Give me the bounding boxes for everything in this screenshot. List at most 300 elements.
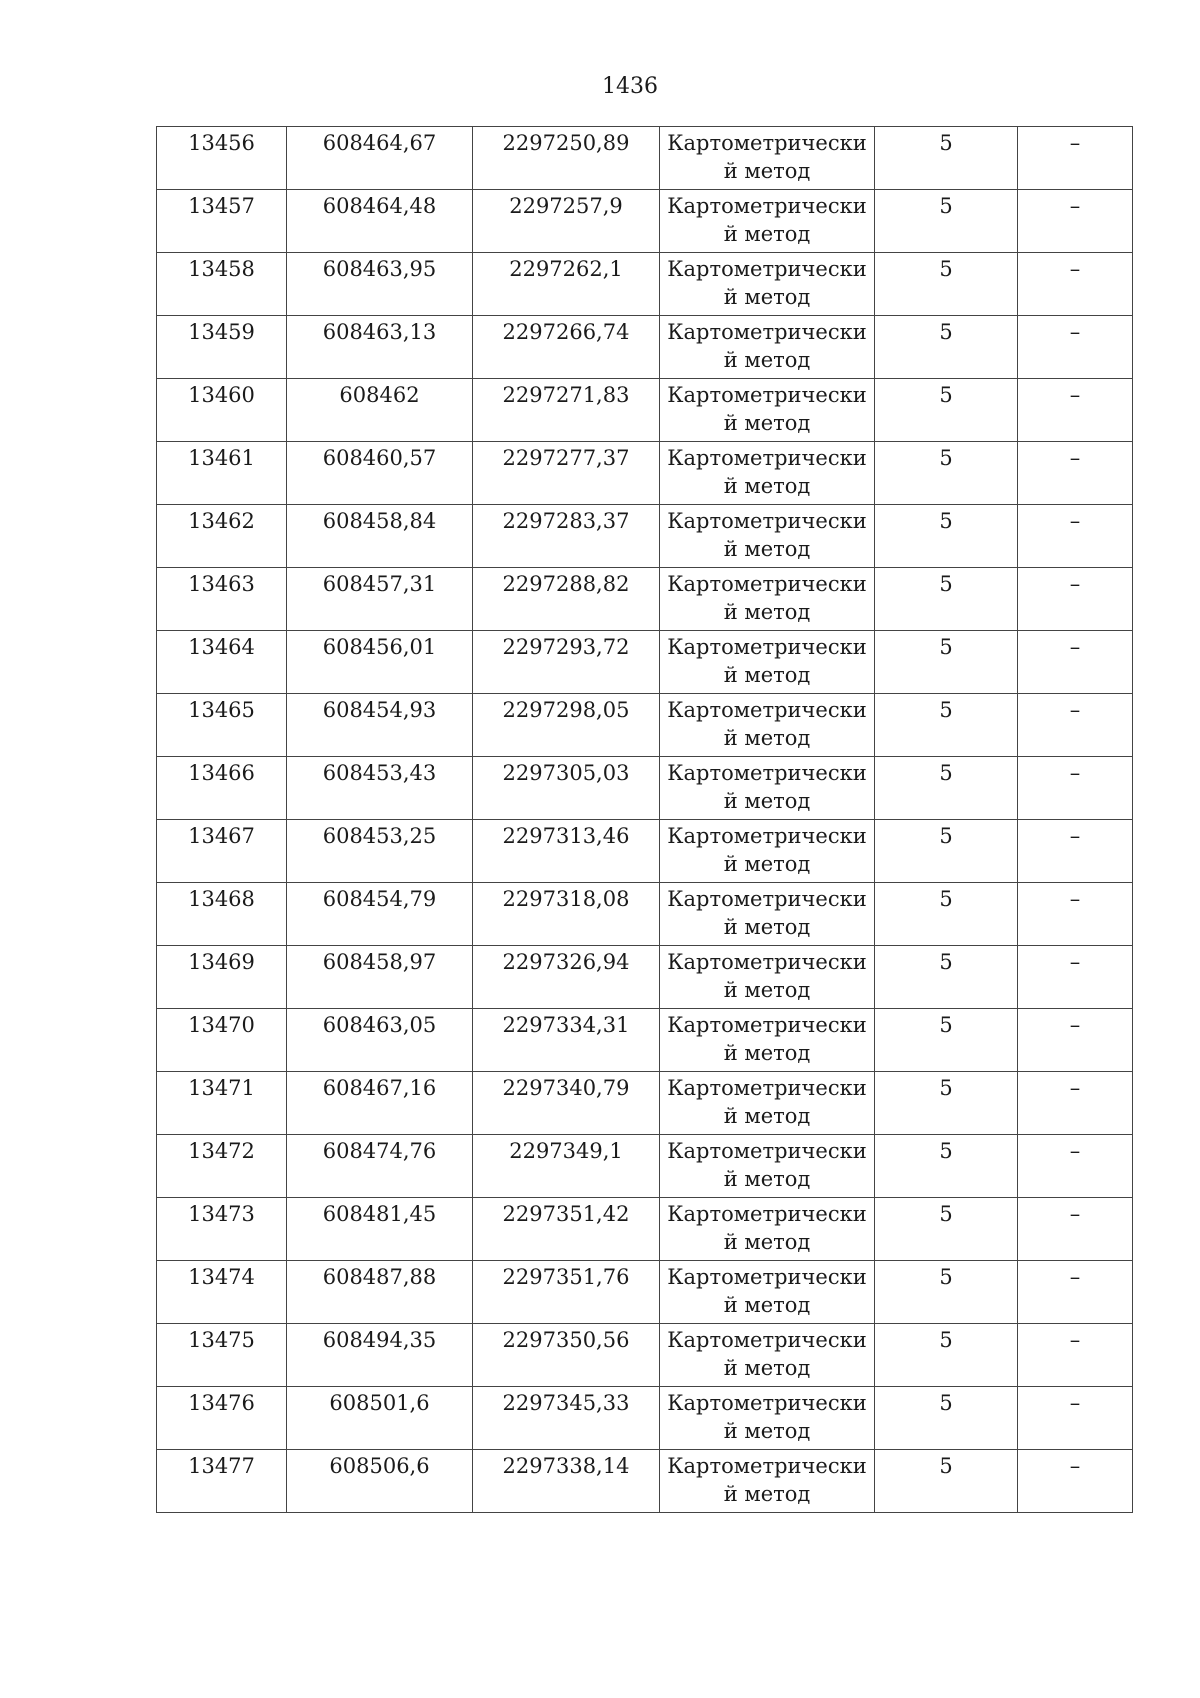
x-coordinate-cell bbox=[287, 1072, 473, 1135]
x-coordinate-text: 608460,57 bbox=[322, 446, 437, 470]
x-coordinate-text: 608506,6 bbox=[329, 1454, 430, 1478]
accuracy-cell bbox=[875, 379, 1018, 442]
x-coordinate-text: 608501,6 bbox=[329, 1391, 430, 1415]
x-coordinate-cell bbox=[287, 820, 473, 883]
y-coordinate-text: 2297305,03 bbox=[502, 761, 630, 785]
x-coordinate-text: 608454,93 bbox=[322, 698, 437, 722]
method-line-1: Картометрически bbox=[667, 1076, 867, 1100]
x-coordinate-cell bbox=[287, 1261, 473, 1324]
accuracy-cell bbox=[875, 190, 1018, 253]
x-coordinate-text: 608494,35 bbox=[322, 1328, 437, 1352]
table-row bbox=[157, 757, 1133, 820]
table-row bbox=[157, 1261, 1133, 1324]
y-coordinate-text: 2297277,37 bbox=[502, 446, 630, 470]
method-line-1: Картометрически bbox=[667, 1328, 867, 1352]
x-coordinate-text: 608464,67 bbox=[322, 131, 437, 155]
note-text: – bbox=[1069, 1076, 1081, 1100]
method-text bbox=[660, 568, 874, 626]
y-coordinate-cell bbox=[473, 1450, 660, 1513]
accuracy-text: 5 bbox=[939, 1391, 953, 1415]
method-cell bbox=[660, 694, 875, 757]
accuracy-cell bbox=[875, 757, 1018, 820]
table-row bbox=[157, 316, 1133, 379]
x-coordinate-text: 608474,76 bbox=[322, 1139, 437, 1163]
method-text bbox=[660, 316, 874, 374]
accuracy-text: 5 bbox=[939, 131, 953, 155]
note-cell bbox=[1018, 253, 1133, 316]
point-number-text: 13463 bbox=[188, 572, 255, 596]
note-text: – bbox=[1069, 1391, 1081, 1415]
accuracy-text: 5 bbox=[939, 257, 953, 281]
accuracy-text: 5 bbox=[939, 761, 953, 785]
point-number-text: 13468 bbox=[188, 887, 255, 911]
method-line-1: Картометрически bbox=[667, 761, 867, 785]
table-row bbox=[157, 883, 1133, 946]
accuracy-text: 5 bbox=[939, 194, 953, 218]
x-coordinate-cell bbox=[287, 631, 473, 694]
x-coordinate-text: 608454,79 bbox=[322, 887, 437, 911]
point-number-text: 13474 bbox=[188, 1265, 255, 1289]
accuracy-text: 5 bbox=[939, 1202, 953, 1226]
method-line-2: й метод bbox=[723, 1419, 811, 1443]
y-coordinate-text: 2297349,1 bbox=[509, 1139, 623, 1163]
method-text bbox=[660, 127, 874, 185]
table-row bbox=[157, 190, 1133, 253]
y-coordinate-text: 2297250,89 bbox=[502, 131, 630, 155]
accuracy-cell bbox=[875, 505, 1018, 568]
y-coordinate-cell bbox=[473, 568, 660, 631]
method-line-1: Картометрически bbox=[667, 1454, 867, 1478]
y-coordinate-cell bbox=[473, 379, 660, 442]
note-cell bbox=[1018, 820, 1133, 883]
x-coordinate-cell bbox=[287, 568, 473, 631]
accuracy-cell bbox=[875, 1198, 1018, 1261]
method-cell bbox=[660, 1198, 875, 1261]
note-text: – bbox=[1069, 1202, 1081, 1226]
y-coordinate-text: 2297298,05 bbox=[502, 698, 630, 722]
method-cell bbox=[660, 1324, 875, 1387]
note-cell bbox=[1018, 883, 1133, 946]
y-coordinate-cell bbox=[473, 127, 660, 190]
x-coordinate-text: 608457,31 bbox=[322, 572, 437, 596]
method-line-2: й метод bbox=[723, 348, 811, 372]
point-number-cell bbox=[157, 1072, 287, 1135]
method-line-1: Картометрически bbox=[667, 257, 867, 281]
point-number-cell bbox=[157, 883, 287, 946]
method-line-1: Картометрически bbox=[667, 1139, 867, 1163]
x-coordinate-text: 608458,84 bbox=[322, 509, 437, 533]
x-coordinate-cell bbox=[287, 1135, 473, 1198]
x-coordinate-text: 608453,25 bbox=[322, 824, 437, 848]
method-text bbox=[660, 631, 874, 689]
note-cell bbox=[1018, 757, 1133, 820]
x-coordinate-cell bbox=[287, 316, 473, 379]
point-number-text: 13472 bbox=[188, 1139, 255, 1163]
note-cell bbox=[1018, 631, 1133, 694]
table-row bbox=[157, 1450, 1133, 1513]
point-number-cell bbox=[157, 1387, 287, 1450]
x-coordinate-text: 608462 bbox=[339, 383, 420, 407]
table-row bbox=[157, 1324, 1133, 1387]
y-coordinate-cell bbox=[473, 1198, 660, 1261]
y-coordinate-text: 2297288,82 bbox=[502, 572, 630, 596]
accuracy-text: 5 bbox=[939, 824, 953, 848]
note-text: – bbox=[1069, 257, 1081, 281]
table-row bbox=[157, 127, 1133, 190]
note-cell bbox=[1018, 190, 1133, 253]
x-coordinate-text: 608464,48 bbox=[322, 194, 437, 218]
note-cell bbox=[1018, 568, 1133, 631]
point-number-text: 13477 bbox=[188, 1454, 255, 1478]
point-number-cell bbox=[157, 379, 287, 442]
note-cell bbox=[1018, 316, 1133, 379]
table-row bbox=[157, 631, 1133, 694]
y-coordinate-text: 2297313,46 bbox=[502, 824, 630, 848]
note-text: – bbox=[1069, 950, 1081, 974]
method-line-1: Картометрически bbox=[667, 320, 867, 344]
y-coordinate-cell bbox=[473, 1072, 660, 1135]
note-text: – bbox=[1069, 194, 1081, 218]
accuracy-text: 5 bbox=[939, 1328, 953, 1352]
point-number-cell bbox=[157, 1135, 287, 1198]
method-cell bbox=[660, 631, 875, 694]
note-text: – bbox=[1069, 320, 1081, 344]
method-cell bbox=[660, 883, 875, 946]
note-cell bbox=[1018, 1198, 1133, 1261]
method-line-1: Картометрически bbox=[667, 824, 867, 848]
table-row bbox=[157, 1009, 1133, 1072]
x-coordinate-text: 608463,95 bbox=[322, 257, 437, 281]
accuracy-text: 5 bbox=[939, 320, 953, 344]
note-cell bbox=[1018, 127, 1133, 190]
accuracy-cell bbox=[875, 1450, 1018, 1513]
page-number: 1436 bbox=[602, 74, 658, 99]
method-line-1: Картометрически bbox=[667, 1013, 867, 1037]
x-coordinate-text: 608463,05 bbox=[322, 1013, 437, 1037]
note-text: – bbox=[1069, 1013, 1081, 1037]
table-row bbox=[157, 946, 1133, 1009]
y-coordinate-cell bbox=[473, 442, 660, 505]
point-number-text: 13460 bbox=[188, 383, 255, 407]
method-line-2: й метод bbox=[723, 915, 811, 939]
y-coordinate-cell bbox=[473, 694, 660, 757]
y-coordinate-cell bbox=[473, 1135, 660, 1198]
method-text bbox=[660, 253, 874, 311]
x-coordinate-cell bbox=[287, 946, 473, 1009]
point-number-cell bbox=[157, 631, 287, 694]
note-text: – bbox=[1069, 1328, 1081, 1352]
note-text: – bbox=[1069, 824, 1081, 848]
x-coordinate-cell bbox=[287, 1324, 473, 1387]
method-text bbox=[660, 694, 874, 752]
y-coordinate-cell bbox=[473, 946, 660, 1009]
point-number-text: 13469 bbox=[188, 950, 255, 974]
accuracy-text: 5 bbox=[939, 635, 953, 659]
accuracy-cell bbox=[875, 442, 1018, 505]
accuracy-cell bbox=[875, 1072, 1018, 1135]
table-row bbox=[157, 694, 1133, 757]
point-number-cell bbox=[157, 1198, 287, 1261]
method-text bbox=[660, 1198, 874, 1256]
method-line-2: й метод bbox=[723, 537, 811, 561]
x-coordinate-cell bbox=[287, 883, 473, 946]
method-cell bbox=[660, 757, 875, 820]
accuracy-text: 5 bbox=[939, 1076, 953, 1100]
y-coordinate-text: 2297318,08 bbox=[502, 887, 630, 911]
table-row bbox=[157, 505, 1133, 568]
x-coordinate-cell bbox=[287, 1450, 473, 1513]
accuracy-text: 5 bbox=[939, 698, 953, 722]
table-row bbox=[157, 379, 1133, 442]
y-coordinate-cell bbox=[473, 253, 660, 316]
method-line-1: Картометрически bbox=[667, 698, 867, 722]
x-coordinate-cell bbox=[287, 757, 473, 820]
accuracy-text: 5 bbox=[939, 1454, 953, 1478]
note-text: – bbox=[1069, 383, 1081, 407]
point-number-text: 13457 bbox=[188, 194, 255, 218]
note-cell bbox=[1018, 379, 1133, 442]
point-number-cell bbox=[157, 694, 287, 757]
point-number-text: 13476 bbox=[188, 1391, 255, 1415]
point-number-text: 13465 bbox=[188, 698, 255, 722]
x-coordinate-cell bbox=[287, 190, 473, 253]
method-cell bbox=[660, 127, 875, 190]
method-line-2: й метод bbox=[723, 1230, 811, 1254]
note-cell bbox=[1018, 1387, 1133, 1450]
accuracy-cell bbox=[875, 1009, 1018, 1072]
accuracy-cell bbox=[875, 568, 1018, 631]
note-text: – bbox=[1069, 1265, 1081, 1289]
method-text bbox=[660, 1072, 874, 1130]
method-cell bbox=[660, 1009, 875, 1072]
method-text bbox=[660, 1135, 874, 1193]
method-cell bbox=[660, 253, 875, 316]
table-row bbox=[157, 442, 1133, 505]
y-coordinate-text: 2297351,76 bbox=[502, 1265, 630, 1289]
note-text: – bbox=[1069, 761, 1081, 785]
point-number-cell bbox=[157, 820, 287, 883]
accuracy-cell bbox=[875, 883, 1018, 946]
accuracy-cell bbox=[875, 820, 1018, 883]
y-coordinate-cell bbox=[473, 1009, 660, 1072]
method-text bbox=[660, 1450, 874, 1508]
y-coordinate-text: 2297351,42 bbox=[502, 1202, 630, 1226]
method-text bbox=[660, 820, 874, 878]
y-coordinate-cell bbox=[473, 1387, 660, 1450]
note-text: – bbox=[1069, 635, 1081, 659]
accuracy-text: 5 bbox=[939, 887, 953, 911]
note-cell bbox=[1018, 694, 1133, 757]
point-number-text: 13471 bbox=[188, 1076, 255, 1100]
y-coordinate-text: 2297266,74 bbox=[502, 320, 630, 344]
accuracy-text: 5 bbox=[939, 572, 953, 596]
note-cell bbox=[1018, 1009, 1133, 1072]
accuracy-text: 5 bbox=[939, 383, 953, 407]
method-cell bbox=[660, 442, 875, 505]
accuracy-cell bbox=[875, 631, 1018, 694]
y-coordinate-text: 2297345,33 bbox=[502, 1391, 630, 1415]
accuracy-cell bbox=[875, 253, 1018, 316]
method-cell bbox=[660, 1387, 875, 1450]
y-coordinate-text: 2297293,72 bbox=[502, 635, 630, 659]
method-line-2: й метод bbox=[723, 978, 811, 1002]
accuracy-cell bbox=[875, 1387, 1018, 1450]
method-cell bbox=[660, 1261, 875, 1324]
point-number-cell bbox=[157, 1324, 287, 1387]
method-line-2: й метод bbox=[723, 1104, 811, 1128]
note-text: – bbox=[1069, 509, 1081, 533]
method-cell bbox=[660, 379, 875, 442]
accuracy-cell bbox=[875, 1135, 1018, 1198]
note-text: – bbox=[1069, 446, 1081, 470]
point-number-text: 13466 bbox=[188, 761, 255, 785]
accuracy-cell bbox=[875, 127, 1018, 190]
point-number-text: 13459 bbox=[188, 320, 255, 344]
accuracy-text: 5 bbox=[939, 446, 953, 470]
note-cell bbox=[1018, 1324, 1133, 1387]
method-line-1: Картометрически bbox=[667, 1265, 867, 1289]
table-row bbox=[157, 1072, 1133, 1135]
method-line-2: й метод bbox=[723, 663, 811, 687]
y-coordinate-text: 2297271,83 bbox=[502, 383, 630, 407]
method-line-2: й метод bbox=[723, 1482, 811, 1506]
accuracy-text: 5 bbox=[939, 509, 953, 533]
point-number-cell bbox=[157, 127, 287, 190]
method-line-2: й метод bbox=[723, 1293, 811, 1317]
method-line-2: й метод bbox=[723, 726, 811, 750]
method-line-2: й метод bbox=[723, 1167, 811, 1191]
point-number-text: 13458 bbox=[188, 257, 255, 281]
method-line-2: й метод bbox=[723, 600, 811, 624]
method-line-1: Картометрически bbox=[667, 131, 867, 155]
method-line-1: Картометрически bbox=[667, 950, 867, 974]
method-line-1: Картометрически bbox=[667, 383, 867, 407]
y-coordinate-text: 2297326,94 bbox=[502, 950, 630, 974]
method-text bbox=[660, 442, 874, 500]
x-coordinate-cell bbox=[287, 505, 473, 568]
point-number-cell bbox=[157, 1009, 287, 1072]
method-text bbox=[660, 379, 874, 437]
accuracy-cell bbox=[875, 694, 1018, 757]
y-coordinate-text: 2297262,1 bbox=[509, 257, 623, 281]
method-line-1: Картометрически bbox=[667, 1202, 867, 1226]
method-line-2: й метод bbox=[723, 789, 811, 813]
method-text bbox=[660, 757, 874, 815]
y-coordinate-text: 2297338,14 bbox=[502, 1454, 630, 1478]
point-number-text: 13456 bbox=[188, 131, 255, 155]
y-coordinate-cell bbox=[473, 883, 660, 946]
x-coordinate-cell bbox=[287, 1198, 473, 1261]
point-number-cell bbox=[157, 442, 287, 505]
accuracy-text: 5 bbox=[939, 1013, 953, 1037]
method-line-1: Картометрически bbox=[667, 572, 867, 596]
point-number-text: 13462 bbox=[188, 509, 255, 533]
x-coordinate-cell bbox=[287, 1009, 473, 1072]
method-line-1: Картометрически bbox=[667, 509, 867, 533]
note-cell bbox=[1018, 505, 1133, 568]
note-text: – bbox=[1069, 1454, 1081, 1478]
note-cell bbox=[1018, 1261, 1133, 1324]
method-cell bbox=[660, 820, 875, 883]
point-number-cell bbox=[157, 1450, 287, 1513]
method-cell bbox=[660, 568, 875, 631]
method-cell bbox=[660, 1450, 875, 1513]
method-text bbox=[660, 1261, 874, 1319]
point-number-text: 13475 bbox=[188, 1328, 255, 1352]
method-text bbox=[660, 946, 874, 1004]
table-row bbox=[157, 1387, 1133, 1450]
method-cell bbox=[660, 1072, 875, 1135]
note-text: – bbox=[1069, 572, 1081, 596]
accuracy-text: 5 bbox=[939, 1265, 953, 1289]
x-coordinate-text: 608463,13 bbox=[322, 320, 437, 344]
y-coordinate-text: 2297340,79 bbox=[502, 1076, 630, 1100]
y-coordinate-text: 2297350,56 bbox=[502, 1328, 630, 1352]
x-coordinate-cell bbox=[287, 379, 473, 442]
method-line-2: й метод bbox=[723, 1041, 811, 1065]
y-coordinate-cell bbox=[473, 505, 660, 568]
method-line-1: Картометрически bbox=[667, 1391, 867, 1415]
method-line-2: й метод bbox=[723, 1356, 811, 1380]
accuracy-text: 5 bbox=[939, 1139, 953, 1163]
method-line-2: й метод bbox=[723, 159, 811, 183]
y-coordinate-cell bbox=[473, 820, 660, 883]
method-cell bbox=[660, 505, 875, 568]
point-number-cell bbox=[157, 253, 287, 316]
method-text bbox=[660, 1009, 874, 1067]
point-number-text: 13461 bbox=[188, 446, 255, 470]
method-line-2: й метод bbox=[723, 222, 811, 246]
method-text bbox=[660, 1387, 874, 1445]
y-coordinate-cell bbox=[473, 1261, 660, 1324]
point-number-cell bbox=[157, 190, 287, 253]
method-line-2: й метод bbox=[723, 285, 811, 309]
method-cell bbox=[660, 316, 875, 379]
point-number-cell bbox=[157, 316, 287, 379]
x-coordinate-text: 608481,45 bbox=[322, 1202, 437, 1226]
table-row bbox=[157, 820, 1133, 883]
y-coordinate-cell bbox=[473, 190, 660, 253]
y-coordinate-cell bbox=[473, 316, 660, 379]
method-line-2: й метод bbox=[723, 852, 811, 876]
x-coordinate-cell bbox=[287, 1387, 473, 1450]
coordinates-table-body bbox=[157, 127, 1133, 1513]
point-number-cell bbox=[157, 568, 287, 631]
note-cell bbox=[1018, 442, 1133, 505]
method-text bbox=[660, 505, 874, 563]
method-text bbox=[660, 190, 874, 248]
point-number-cell bbox=[157, 946, 287, 1009]
method-line-1: Картометрически bbox=[667, 446, 867, 470]
table-row bbox=[157, 253, 1133, 316]
x-coordinate-text: 608487,88 bbox=[322, 1265, 437, 1289]
x-coordinate-text: 608458,97 bbox=[322, 950, 437, 974]
note-text: – bbox=[1069, 698, 1081, 722]
accuracy-cell bbox=[875, 316, 1018, 379]
point-number-text: 13464 bbox=[188, 635, 255, 659]
note-cell bbox=[1018, 1135, 1133, 1198]
y-coordinate-text: 2297257,9 bbox=[509, 194, 623, 218]
method-text bbox=[660, 1324, 874, 1382]
point-number-cell bbox=[157, 757, 287, 820]
method-text bbox=[660, 883, 874, 941]
method-cell bbox=[660, 1135, 875, 1198]
method-line-1: Картометрически bbox=[667, 194, 867, 218]
note-text: – bbox=[1069, 887, 1081, 911]
y-coordinate-cell bbox=[473, 757, 660, 820]
y-coordinate-cell bbox=[473, 631, 660, 694]
y-coordinate-cell bbox=[473, 1324, 660, 1387]
